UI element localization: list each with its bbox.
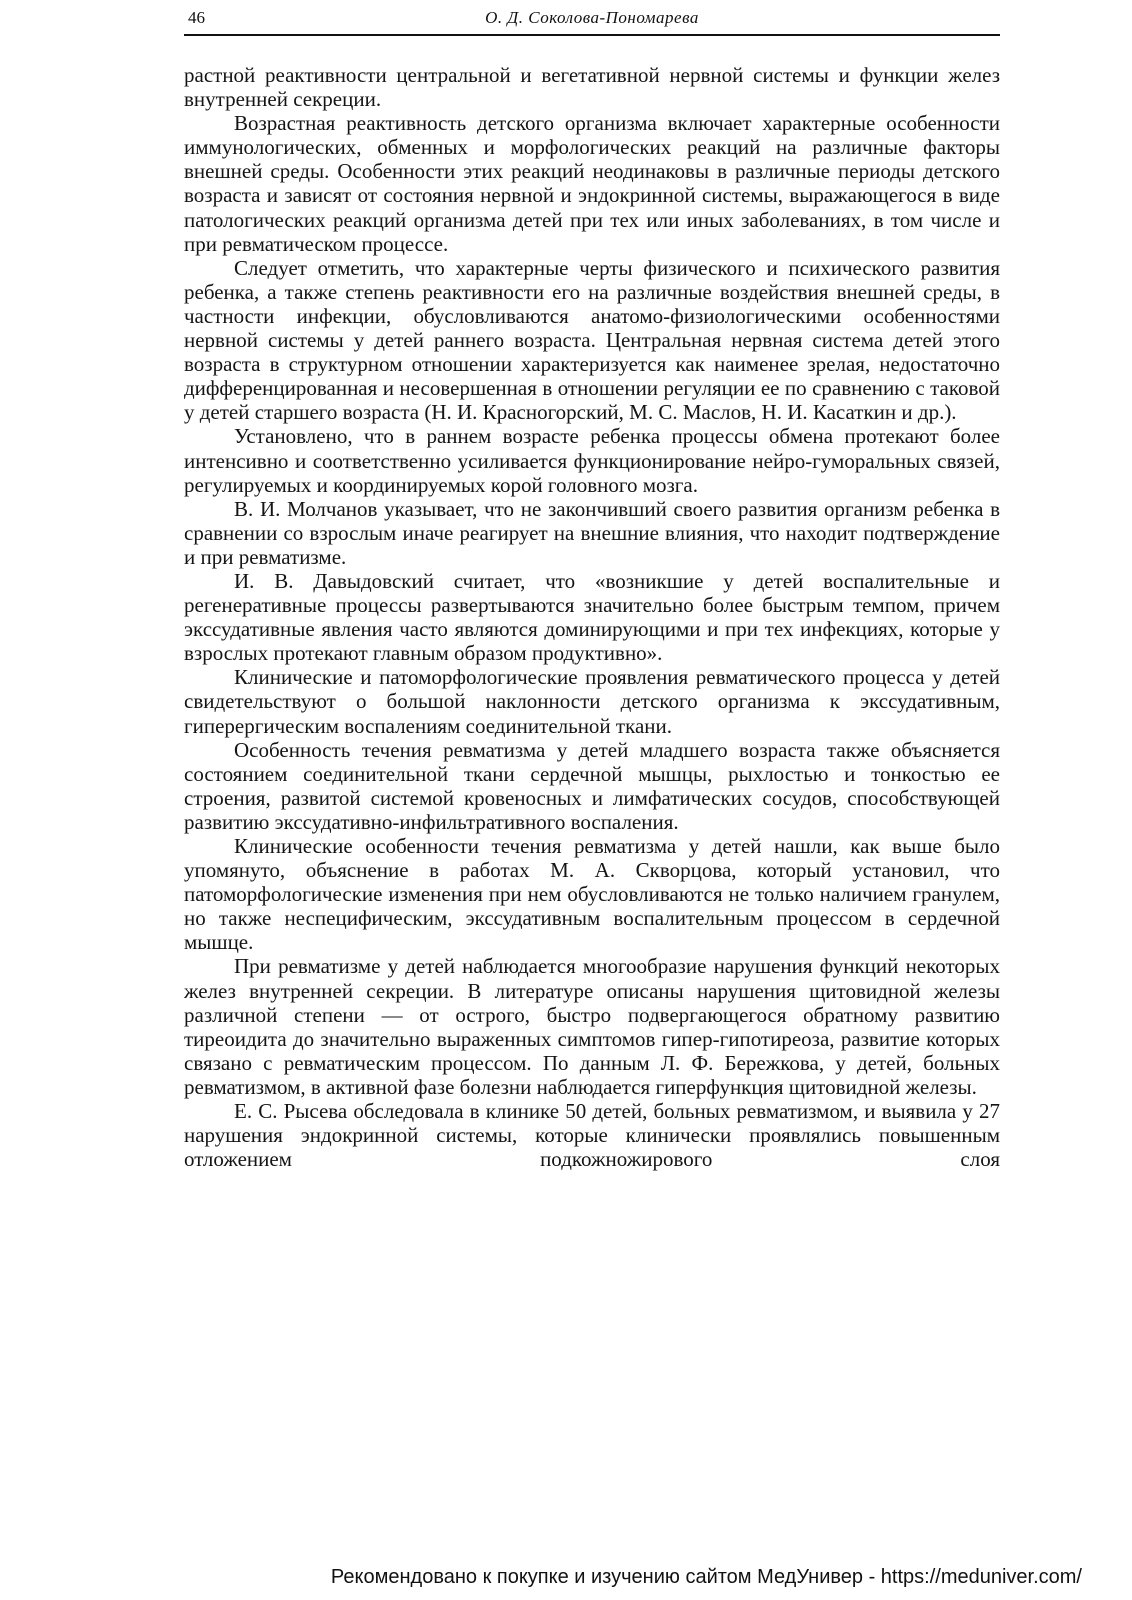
- running-head: [184, 4, 1000, 36]
- paragraph: растной реактивности центральной и вегетативной нервной системы и функции желез внутренней секреции.: [184, 63, 1000, 112]
- paragraph: Клинические и патоморфологические проявления ревматического процесса у детей свидетельствуют о большой наклонности детского организма к экссудативным, гиперергическим воспалениям соединительной ткани.: [184, 665, 1000, 738]
- paragraph: Установлено, что в раннем возрасте ребенка процессы обмена протекают более интенсивно и соответственно усиливается функционирование нейро-гуморальных связей, регулируемых и координируемых корой головного мозга.: [184, 424, 1000, 497]
- paragraph: Возрастная реактивность детского организма включает характерные особенности иммунологических, обменных и морфологических реакций на различные факторы внешней среды. Особенности этих реакций неодинаковы в различные периоды детского возраста и зависят от состояния нервной и эндокринной системы, выражающегося в виде патологических реакций организма детей при тех или иных заболеваниях, в том числе и при ревматическом процессе.: [184, 111, 1000, 256]
- paragraph: В. И. Молчанов указывает, что не закончивший своего развития организм ребенка в сравнении со взрослым иначе реагирует на внешние влияния, что находит подтверждение и при ревматизме.: [184, 496, 1000, 569]
- page-number: 46: [188, 8, 205, 27]
- paragraph: И. В. Давыдовский считает, что «возникшие у детей воспалительные и регенеративные процессы развертываются значительно более быстрым темпом, причем экссудативные явления часто являются доминирующими и при тех инфекциях, которые у взрослых протекают главным образом продуктивно».: [184, 568, 1000, 666]
- paragraph: Клинические особенности течения ревматизма у детей нашли, как выше было упомянуто, объяснение в работах М. А. Скворцова, который установил, что патоморфологические изменения при нем обусловливаются не только наличием гранулем, но также неспецифическим, экссудативным воспалительным процессом в сердечной мышце.: [184, 834, 1000, 955]
- paragraph: Особенность течения ревматизма у детей младшего возраста также объясняется состоянием соединительной ткани сердечной мышцы, рыхлостью и тонкостью ее строения, развитой системой кровеносных и лимфатических сосудов, способствующей развитию экссудативно-инфильтративного воспаления.: [184, 737, 1000, 834]
- running-title: О. Д. Соколова-Пономарева: [485, 8, 699, 27]
- watermark-text: Рекомендовано к покупке и изучению сайтом МедУнивер - https://meduniver.com/: [330, 1566, 1082, 1588]
- paragraph: Следует отметить, что характерные черты физического и психического развития ребенка, а также степень реактивности его на различные воздействия внешней среды, в частности инфекции, обусловливаются анатомо-физиологическими особенностями нервной системы у детей раннего возраста. Центральная нервная система детей этого возраста в структурном отношении характеризуется как наименее зрелая, недостаточно дифференцированная и несовершенная в отношении регуляции ее по сравнению с таковой у детей старшего возраста (Н. И. Красногорский, М. С. Маслов, Н. И. Касаткин и др.).: [184, 255, 1000, 425]
- paragraph: При ревматизме у детей наблюдается многообразие нарушения функций некоторых желез внутренней секреции. В литературе описаны нарушения щитовидной железы различной степени — от острого, быстро подвергающегося обратному развитию тиреоидита до значительно выраженных симптомов гипер-гипотиреоза, развитие которых связано с ревматическим процессом. По данным Л. Ф. Бережкова, у детей, больных ревматизмом, в активной фазе болезни наблюдается гиперфункция щитовидной железы.: [184, 954, 1000, 1099]
- body-text: [184, 63, 1000, 1171]
- paragraph: Е. С. Рысева обследовала в клинике 50 детей, больных ревматизмом, и выявила у 27 нарушения эндокринной системы, которые клинически проявлялись повышенным отложением подкожножирового слоя: [184, 1099, 1000, 1172]
